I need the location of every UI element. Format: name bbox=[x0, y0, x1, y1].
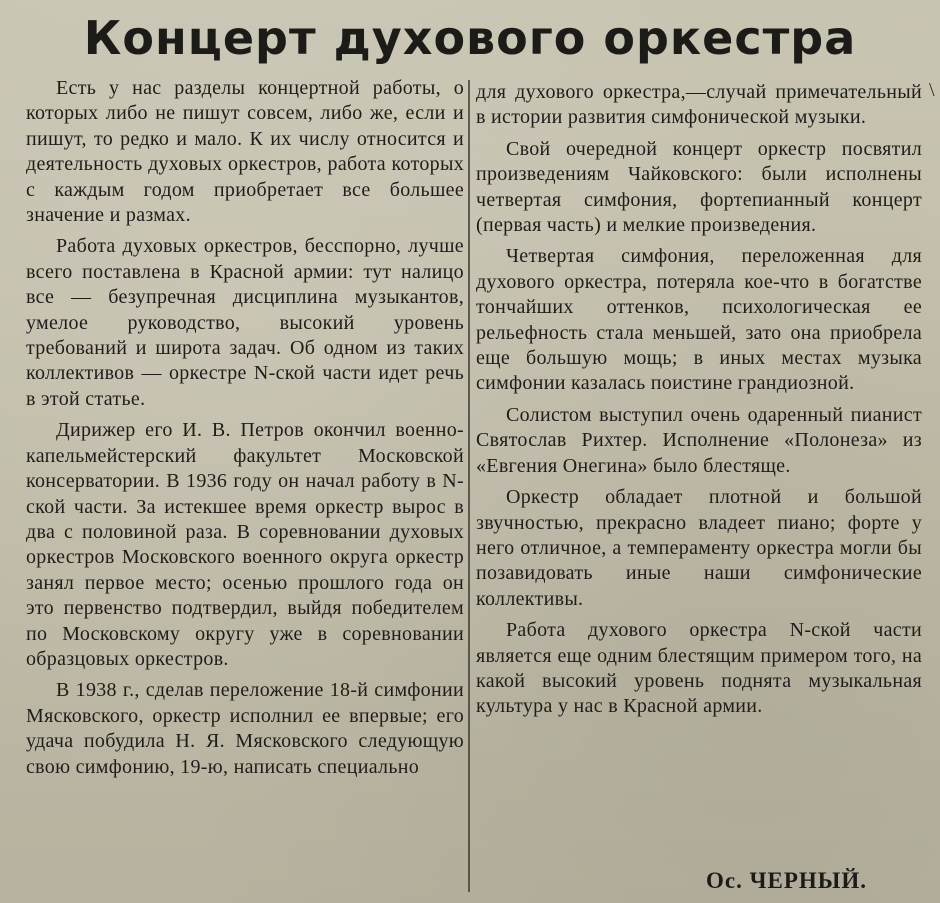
paragraph: Есть у нас разделы концертной работы, о которых либо не пишут совсем, либо же, если и пишут, то редко и мало. К их числу относится и деятельность духовых оркестров, работа которых с каждым годом приобретает все большее значение и размах. bbox=[26, 77, 464, 227]
paragraph: Дирижер его И. В. Петров окончил военно-капельмейстерский факультет Московской консерватории. В 1936 году он начал работу в N-ской части. За истекшее время оркестр вырос в два с половиной раза. В соревновании духовых оркестров Московского военного округа оркестр занял первое место; осенью прошлого года он это первенство подтвердил, выйдя победителем по Московскому округу уже в соревновании образцовых оркестров. bbox=[26, 419, 464, 670]
paragraph: В 1938 г., сделав переложение 18-й симфонии Мясковского, оркестр исполнил ее впервые; его удача побудила Н. Я. Мясковского следующую свою симфонию, 19-ю, написать специально bbox=[26, 679, 464, 778]
right-column bbox=[476, 72, 922, 720]
paragraph: Четвертая симфония, переложенная для духового оркестра, потеряла кое-что в богатстве тончайших оттенков, психологическая ее рельефность стала меньшей, зато она приобрела еще большую мощь; в иных местах музыка симфонии казалась поистине грандиозной. bbox=[476, 245, 922, 395]
paragraph: Работа духовых оркестров, бесспорно, лучше всего поставлена в Красной армии: тут налицо все — безупречная дисциплина музыкантов, умелое руководство, высокий уровень требований и широта задач. Об одном из таких коллективов — оркестре N-ской части идет речь в этой статье. bbox=[26, 235, 464, 410]
column-divider bbox=[468, 80, 470, 892]
paragraph: Оркестр обладает плотной и большой звучностью, прекрасно владеет пиано; форте у него отличное, а темпераменту оркестра могли бы позавидовать иные наши симфонические коллективы. bbox=[476, 486, 922, 610]
paragraph: Свой очередной концерт оркестр посвятил произведениям Чайковского: были исполнены четвертая симфония, фортепианный концерт (первая часть) и мелкие произведения. bbox=[476, 137, 922, 237]
article-title: Концерт духового оркестра bbox=[83, 11, 857, 65]
paragraph: Работа духового оркестра N-ской части является еще одним блестящим примером того, на какой высокий уровень поднята музыкальная культура у нас в Красной армии. bbox=[476, 619, 922, 718]
paragraph-continued: для духового оркестра,—случай примечательный в истории развития симфонической музыки. bbox=[476, 81, 922, 129]
author-signature: Ос. ЧЕРНЫЙ. bbox=[706, 868, 867, 893]
adjacent-column-fragment: \ bbox=[929, 79, 935, 101]
paragraph: Солистом выступил очень одаренный пианист Святослав Рихтер. Исполнение «Полонеза» из «Евгения Онегина» было блестяще. bbox=[476, 403, 922, 477]
left-column bbox=[26, 72, 464, 780]
